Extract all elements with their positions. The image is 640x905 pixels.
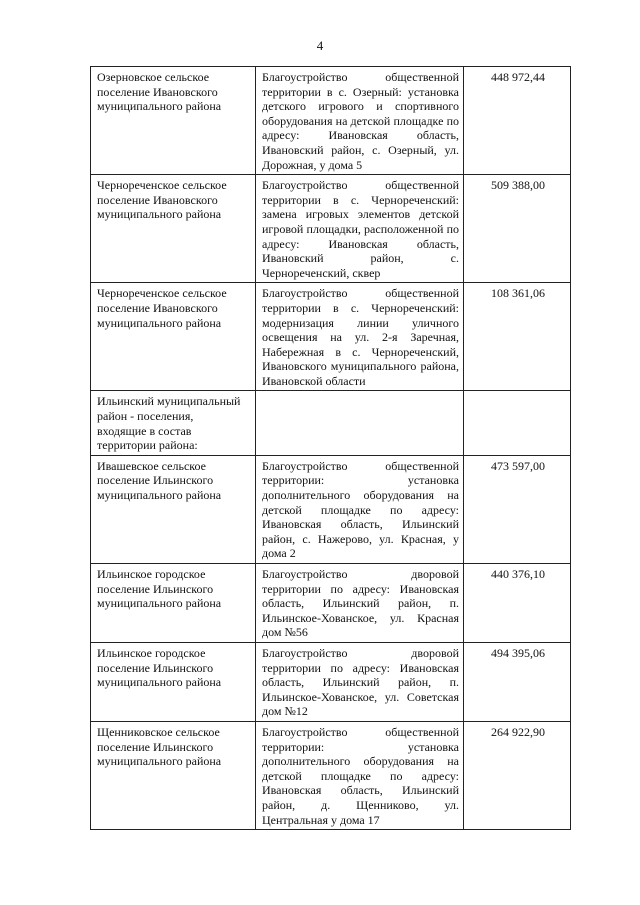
subsidy-table <box>90 66 571 830</box>
settlement-line: Щенниковское сельское <box>97 724 220 739</box>
table-row <box>91 67 571 175</box>
table-body <box>91 67 571 830</box>
project-cell: Благоустройство общественной территории: установка дополнительного оборудования на детской площадке по адресу: Ивановская область, Ильинский район, д. Щенниково, ул. Центральная у дома 17 <box>256 721 464 829</box>
settlement-line: входящие в состав <box>97 423 192 438</box>
settlement-cell <box>91 721 256 829</box>
settlement-line: поселение Ивановского <box>97 192 218 207</box>
settlement-line: территории района: <box>97 438 198 453</box>
amount-cell: 494 395,06 <box>464 642 571 721</box>
amount-cell: 509 388,00 <box>464 175 571 283</box>
table-row <box>91 642 571 721</box>
settlement-cell <box>91 455 256 563</box>
settlement-line: муниципального района <box>97 99 222 114</box>
settlement-line: Ильинское городское <box>97 567 206 581</box>
settlement-line: муниципального района <box>97 754 222 769</box>
settlement-line: муниципального района <box>97 207 222 222</box>
settlement-line: поселение Ильинского <box>97 739 214 754</box>
project-cell: Благоустройство общественной территории: установка дополнительного оборудования на детской площадке по адресу: Ивановская область, Ильинский район, с. Нажерово, ул. Красная, у дома 2 <box>256 455 464 563</box>
settlement-cell <box>91 642 256 721</box>
table-row <box>91 175 571 283</box>
settlement-line: Чернореченское сельское <box>97 178 227 193</box>
settlement-line: Ивашевское сельское <box>97 458 206 473</box>
settlement-line: Озерновское сельское <box>97 70 210 84</box>
settlement-cell <box>91 175 256 283</box>
settlement-line: муниципального района <box>97 315 222 330</box>
settlement-cell <box>91 67 256 175</box>
table-row <box>91 283 571 391</box>
amount-cell: 108 361,06 <box>464 283 571 391</box>
table-row <box>91 455 571 563</box>
settlement-line: поселение Ильинского <box>97 581 214 596</box>
settlement-cell <box>91 564 256 643</box>
settlement-line: поселение Ильинского <box>97 660 214 675</box>
settlement-line: поселение Ильинского <box>97 473 214 488</box>
settlement-line: муниципального района <box>97 596 222 611</box>
project-cell: Благоустройство общественной территории в с. Озерный: установка детского игрового и спортивного оборудования на детской площадке по адресу: Ивановская область, Ивановский район, с. Озерный, ул. Дорожная, у дома 5 <box>256 67 464 175</box>
settlement-line: поселение Ивановского <box>97 84 218 99</box>
amount-cell: 264 922,90 <box>464 721 571 829</box>
project-cell: Благоустройство общественной территории в с. Чернореченский: замена игровых элементов детской игровой площадки, расположенной по адресу: Ивановская область, Ивановский район, с. Чернореченский, сквер <box>256 175 464 283</box>
project-cell <box>256 391 464 455</box>
amount-cell: 448 972,44 <box>464 67 571 175</box>
settlement-cell <box>91 391 256 455</box>
settlement-line: Ильинское городское <box>97 645 206 660</box>
amount-cell <box>464 391 571 455</box>
settlement-line: Чернореченское сельское <box>97 286 227 301</box>
table-row <box>91 391 571 455</box>
amount-cell: 473 597,00 <box>464 455 571 563</box>
project-cell: Благоустройство общественной территории в с. Чернореченский: модернизация линии уличного освещения на ул. 2-я Заречная, Набережная в с. Чернореченский, Ивановского муниципального района, Ивановской области <box>256 283 464 391</box>
settlement-cell <box>91 283 256 391</box>
settlement-line: поселение Ивановского <box>97 300 218 315</box>
settlement-line: район - поселения, <box>97 409 194 424</box>
table-row <box>91 721 571 829</box>
settlement-line: муниципального района <box>97 488 222 503</box>
amount-cell: 440 376,10 <box>464 564 571 643</box>
settlement-line: муниципального района <box>97 675 222 690</box>
page-number: 4 <box>316 38 324 53</box>
settlement-line: Ильинский муниципальный <box>97 394 241 409</box>
project-cell: Благоустройство дворовой территории по адресу: Ивановская область, Ильинский район, п. Ильинское-Хованское, ул. Красная дом №56 <box>256 564 464 643</box>
project-cell: Благоустройство дворовой территории по адресу: Ивановская область, Ильинский район, п. Ильинское-Хованское, ул. Советская дом №12 <box>256 642 464 721</box>
table-row <box>91 564 571 643</box>
